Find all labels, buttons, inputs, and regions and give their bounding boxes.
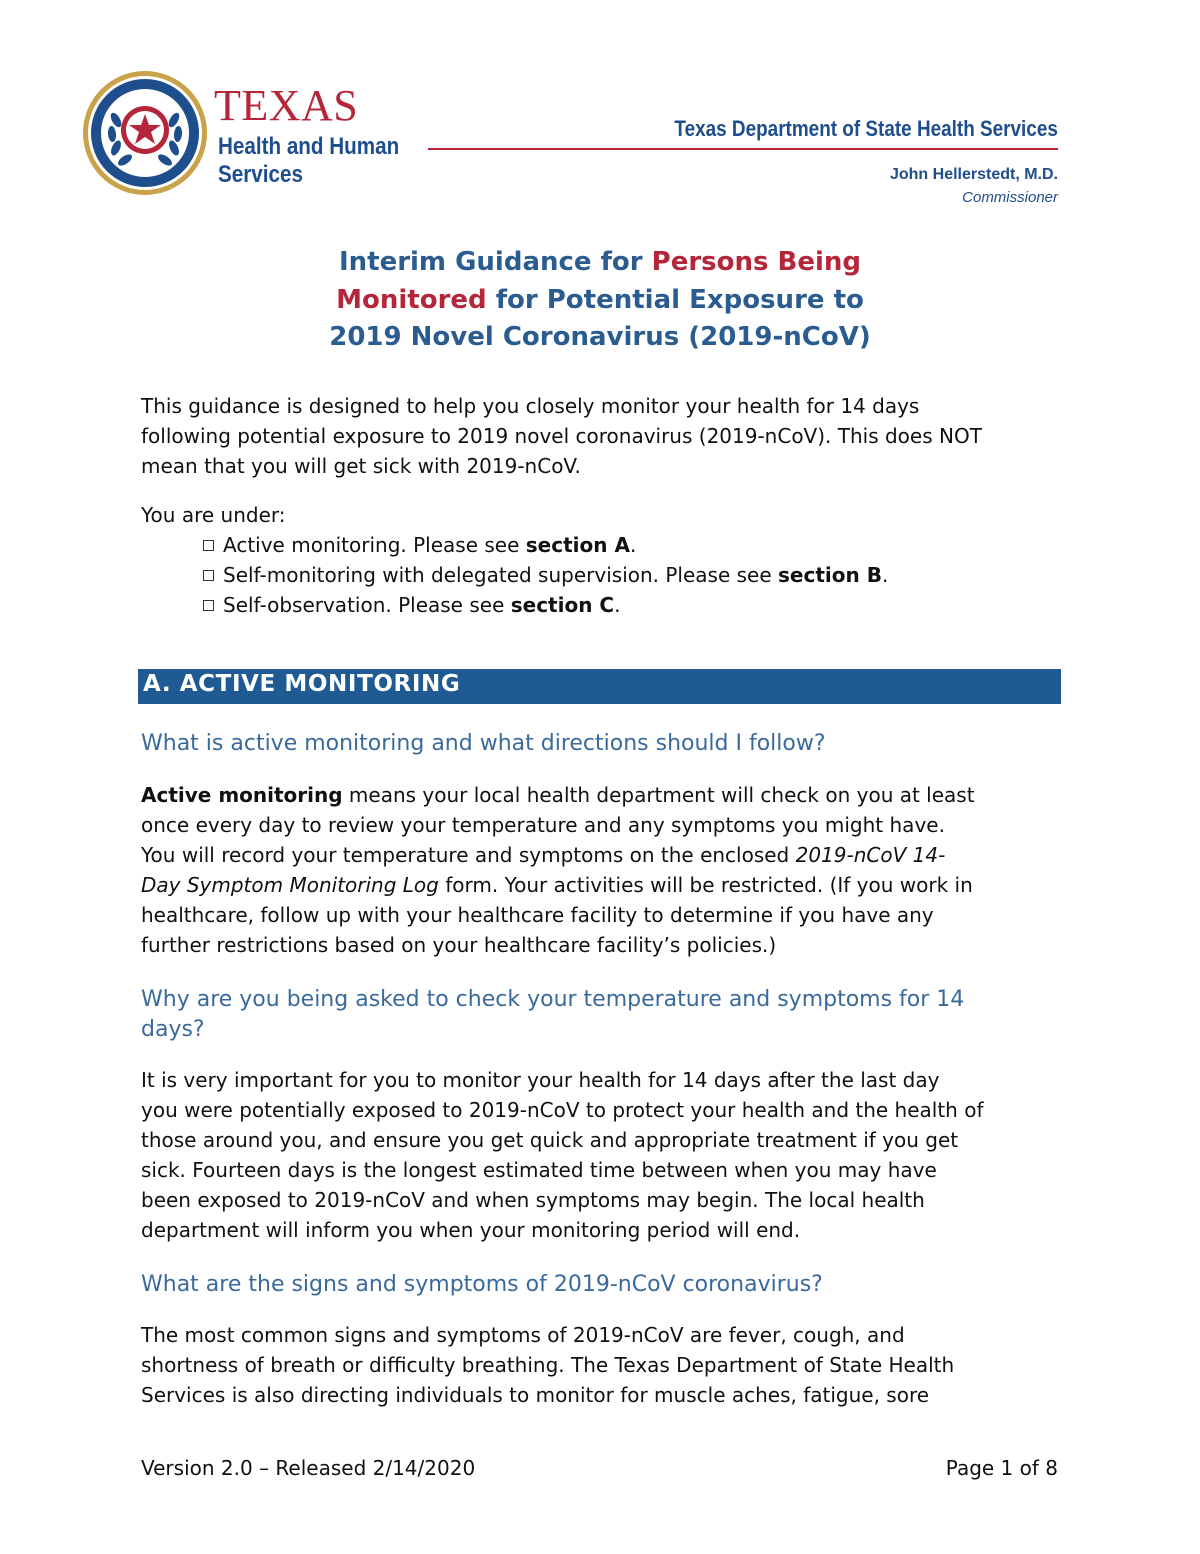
- option-end: .: [614, 593, 621, 617]
- answer-line: It is very important for you to monitor your health for 14 days after the last day: [141, 1068, 940, 1092]
- checkbox-icon[interactable]: [203, 540, 214, 551]
- document-title: [140, 244, 1060, 357]
- answer-line: been exposed to 2019-nCoV and when symptoms may begin. The local health: [141, 1188, 925, 1212]
- answer-line: The most common signs and symptoms of 2019-nCoV are fever, cough, and: [141, 1323, 905, 1347]
- section-a-banner: [138, 669, 1061, 704]
- agency-name: Texas Department of State Health Services: [674, 116, 1058, 141]
- intro-paragraph: [141, 391, 1071, 481]
- option-end: .: [881, 563, 889, 587]
- logo-hhs-line2: Services: [218, 161, 303, 188]
- option-text: Self-observation. Please see: [223, 593, 511, 617]
- intro-line: following potential exposure to 2019 novel coronavirus (2019-nCoV). This does NOT: [141, 424, 982, 448]
- question-signs-and-symptoms: What are the signs and symptoms of 2019-nCoV coronavirus?: [141, 1272, 823, 1297]
- logo-hhs-line1: Health and Human: [218, 133, 400, 160]
- option-self-observation[interactable]: [203, 590, 620, 620]
- answer-why-14-days: [141, 1065, 1071, 1245]
- option-text: Active monitoring. Please see: [223, 533, 526, 557]
- answer-line: means your local health department will check on you at least: [342, 783, 975, 807]
- title-part-4: for Potential Exposure to: [486, 284, 864, 315]
- intro-line: mean that you will get sick with 2019-nCoV.: [141, 454, 581, 478]
- term-active-monitoring: Active monitoring: [141, 783, 343, 807]
- answer-line: You will record your temperature and symptoms on the enclosed: [141, 843, 796, 867]
- title-part-2: Persons Being: [651, 247, 862, 277]
- question-line: Why are you being asked to check your temperature and symptoms for 14: [141, 987, 965, 1012]
- intro-line: This guidance is designed to help you closely monitor your health for 14 days: [141, 394, 920, 418]
- option-active-monitoring[interactable]: [203, 530, 636, 560]
- option-section-ref: section A: [525, 533, 630, 557]
- answer-line: form. Your activities will be restricted. (If you work in: [438, 873, 973, 897]
- option-end: .: [629, 533, 637, 557]
- answer-active-monitoring: [141, 780, 1071, 960]
- commissioner-name: John Hellerstedt, M.D.: [889, 166, 1058, 183]
- question-what-is-active-monitoring: What is active monitoring and what directions should I follow?: [141, 731, 826, 756]
- title-part-1: Interim Guidance for: [338, 247, 652, 277]
- question-why-14-days: [141, 985, 1061, 1045]
- form-name-part: Day Symptom Monitoring Log: [141, 873, 439, 897]
- footer-page-number: Page 1 of 8: [945, 1456, 1058, 1480]
- answer-line: Services is also directing individuals to monitor for muscle aches, fatigue, sore: [141, 1383, 930, 1407]
- answer-line: once every day to review your temperature and any symptoms you might have.: [141, 813, 945, 837]
- option-text: Self-monitoring with delegated supervision. Please see: [223, 563, 779, 587]
- answer-line: further restrictions based on your healthcare facility’s policies.): [141, 933, 777, 957]
- answer-line: healthcare, follow up with your healthcare facility to determine if you have any: [141, 903, 934, 927]
- title-part-5: 2019 Novel Coronavirus (2019-nCoV): [329, 322, 871, 352]
- option-section-ref: section B: [778, 563, 882, 587]
- question-line: days?: [141, 1017, 205, 1042]
- option-section-ref: section C: [510, 593, 615, 617]
- option-self-monitoring[interactable]: [203, 560, 888, 590]
- answer-line: shortness of breath or difficulty breathing. The Texas Department of State Health: [141, 1353, 955, 1377]
- answer-line: department will inform you when your monitoring period will end.: [141, 1218, 801, 1242]
- form-name-part: 2019-nCoV 14-: [795, 843, 946, 867]
- checkbox-icon[interactable]: [203, 570, 214, 581]
- checkbox-icon[interactable]: [203, 600, 214, 611]
- answer-signs-and-symptoms: [141, 1320, 1071, 1410]
- section-a-heading: A. ACTIVE MONITORING: [143, 671, 461, 697]
- answer-line: you were potentially exposed to 2019-nCoV to protect your health and the health of: [141, 1098, 984, 1122]
- under-label: You are under:: [141, 503, 286, 527]
- title-part-3: Monitored: [336, 284, 487, 315]
- answer-line: those around you, and ensure you get quick and appropriate treatment if you get: [141, 1128, 959, 1152]
- logo-texas-text: TEXAS: [214, 81, 359, 130]
- hhs-seal-logo: [80, 68, 210, 198]
- header-rule: [428, 148, 1058, 150]
- answer-line: sick. Fourteen days is the longest estimated time between when you may have: [141, 1158, 937, 1182]
- commissioner-title: Commissioner: [962, 189, 1058, 206]
- footer-version: Version 2.0 – Released 2/14/2020: [141, 1456, 476, 1480]
